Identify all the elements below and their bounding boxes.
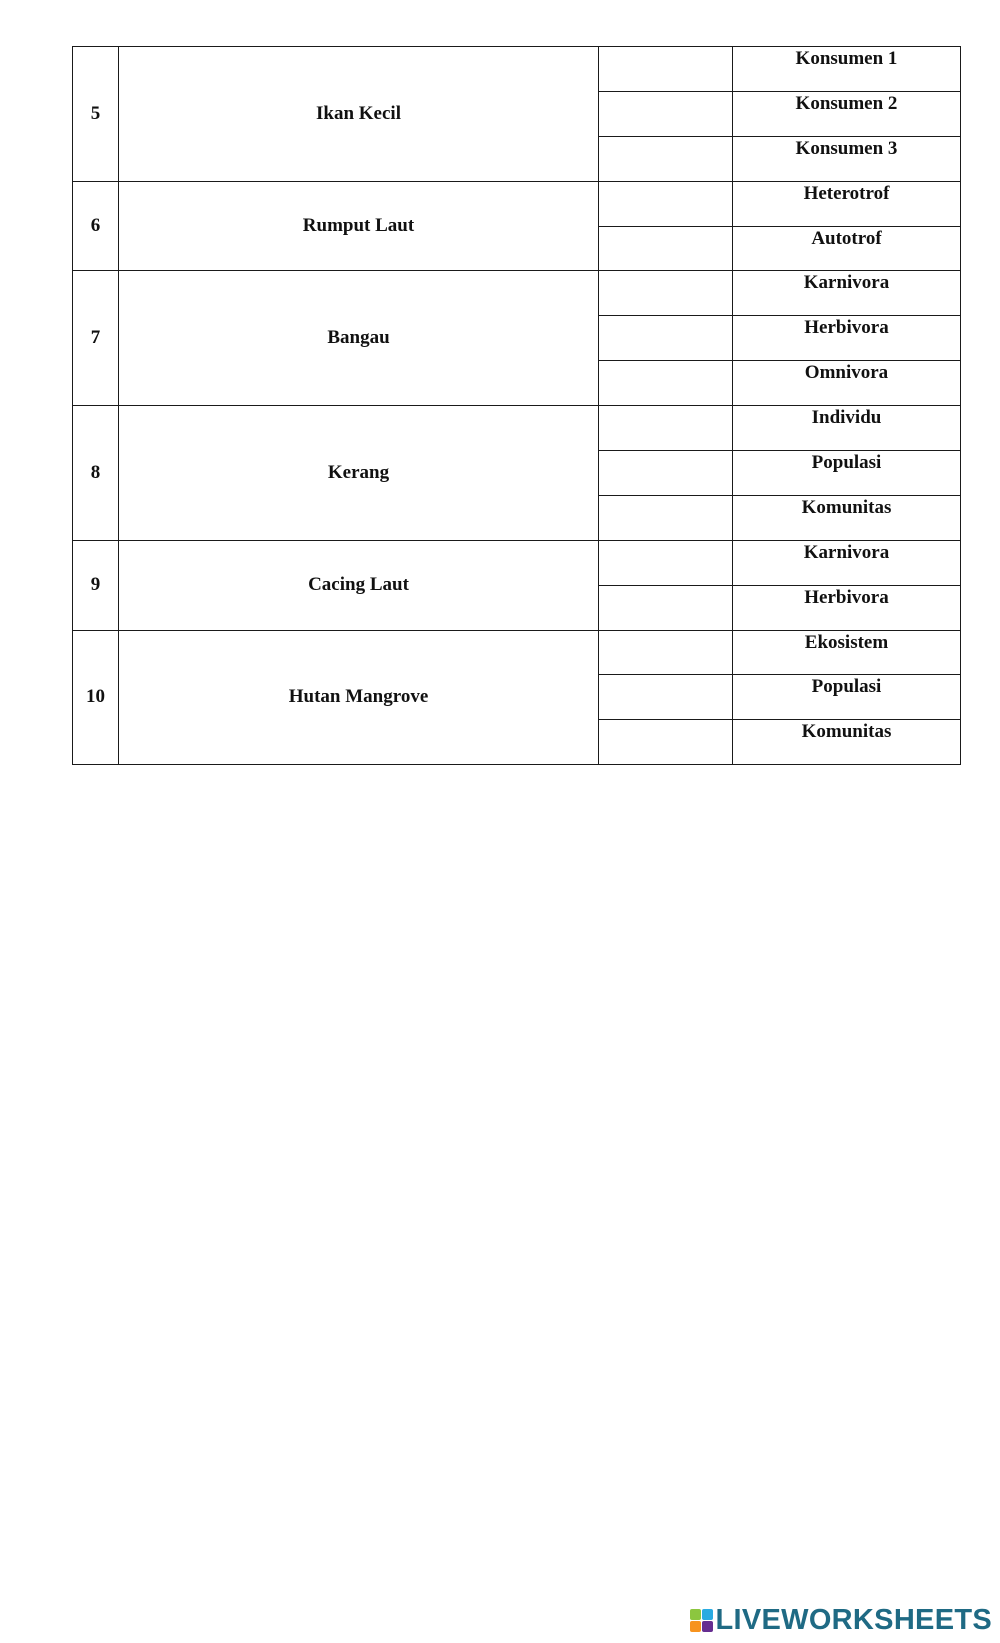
- question-item-name: Bangau: [119, 271, 599, 406]
- logo-square-3: [690, 1621, 701, 1632]
- answer-box[interactable]: [599, 91, 733, 136]
- table-row: [73, 47, 961, 92]
- logo-square-4: [702, 1621, 713, 1632]
- question-item-name: Hutan Mangrove: [119, 630, 599, 765]
- option-label: Konsumen 2: [733, 91, 961, 136]
- worksheet-table-body: [73, 47, 961, 765]
- question-item-name: Kerang: [119, 406, 599, 541]
- option-label: Konsumen 1: [733, 47, 961, 92]
- logo-square-2: [702, 1609, 713, 1620]
- question-number: 8: [73, 406, 119, 541]
- answer-box[interactable]: [599, 361, 733, 406]
- liveworksheets-brand-text: LIVEWORKSHEETS: [715, 1604, 992, 1636]
- option-label: Ekosistem: [733, 630, 961, 675]
- worksheet-table: [72, 46, 961, 765]
- answer-box[interactable]: [599, 47, 733, 92]
- option-label: Autotrof: [733, 226, 961, 271]
- option-label: Herbivora: [733, 316, 961, 361]
- answer-box[interactable]: [599, 540, 733, 585]
- option-label: Omnivora: [733, 361, 961, 406]
- answer-box[interactable]: [599, 136, 733, 181]
- table-row: [73, 181, 961, 226]
- option-label: Komunitas: [733, 495, 961, 540]
- question-number: 10: [73, 630, 119, 765]
- option-label: Herbivora: [733, 585, 961, 630]
- answer-box[interactable]: [599, 181, 733, 226]
- option-label: Konsumen 3: [733, 136, 961, 181]
- question-number: 6: [73, 181, 119, 271]
- table-row: [73, 271, 961, 316]
- answer-box[interactable]: [599, 630, 733, 675]
- option-label: Populasi: [733, 451, 961, 496]
- question-number: 5: [73, 47, 119, 182]
- table-row: [73, 406, 961, 451]
- question-number: 9: [73, 540, 119, 630]
- answer-box[interactable]: [599, 226, 733, 271]
- answer-box[interactable]: [599, 451, 733, 496]
- answer-box[interactable]: [599, 495, 733, 540]
- option-label: Karnivora: [733, 540, 961, 585]
- answer-box[interactable]: [599, 720, 733, 765]
- liveworksheets-logo-icon: [690, 1609, 713, 1632]
- answer-box[interactable]: [599, 316, 733, 361]
- option-label: Populasi: [733, 675, 961, 720]
- table-row: [73, 630, 961, 675]
- table-row: [73, 540, 961, 585]
- answer-box[interactable]: [599, 406, 733, 451]
- option-label: Komunitas: [733, 720, 961, 765]
- answer-box[interactable]: [599, 585, 733, 630]
- liveworksheets-logo: [690, 1604, 993, 1637]
- question-number: 7: [73, 271, 119, 406]
- answer-box[interactable]: [599, 271, 733, 316]
- answer-box[interactable]: [599, 675, 733, 720]
- option-label: Heterotrof: [733, 181, 961, 226]
- option-label: Karnivora: [733, 271, 961, 316]
- logo-square-1: [690, 1609, 701, 1620]
- option-label: Individu: [733, 406, 961, 451]
- question-item-name: Cacing Laut: [119, 540, 599, 630]
- question-item-name: Rumput Laut: [119, 181, 599, 271]
- question-item-name: Ikan Kecil: [119, 47, 599, 182]
